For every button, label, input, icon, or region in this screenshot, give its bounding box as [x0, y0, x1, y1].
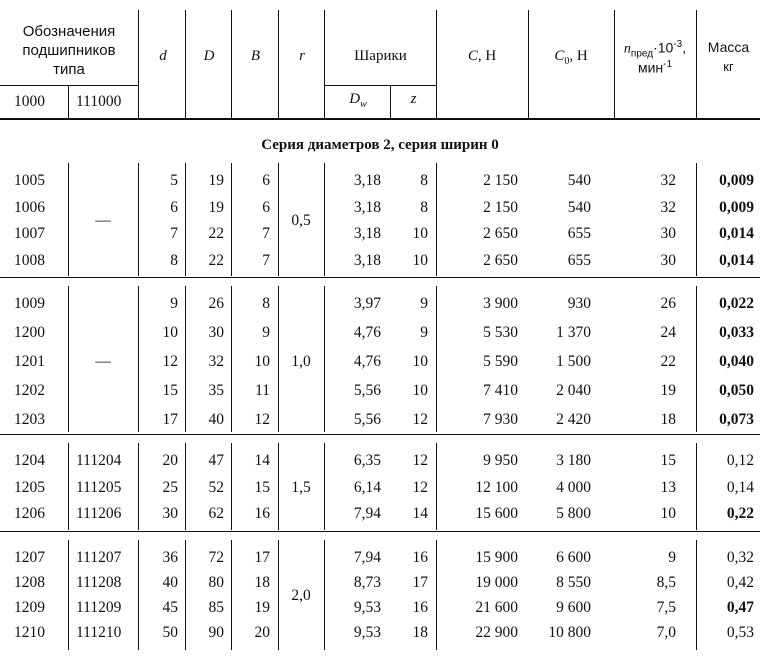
cell-a: 1203	[14, 411, 45, 428]
header-divider	[185, 10, 186, 118]
cell-B: 14	[254, 452, 270, 469]
col-z-header: z	[410, 91, 417, 107]
cell-d: 20	[162, 452, 178, 469]
group-separator	[0, 434, 760, 435]
cell-n: 24	[660, 324, 676, 341]
cell-r-merged: 1,5	[291, 478, 311, 496]
cell-C0: 6 600	[556, 549, 591, 566]
cell-C0: 1 500	[556, 353, 591, 370]
cell-Dw: 4,76	[353, 324, 381, 341]
col-r-header: r	[299, 48, 305, 64]
cell-d: 7	[170, 225, 178, 242]
cell-n: 32	[660, 172, 676, 189]
cell-b: 111206	[76, 505, 122, 522]
col-d-header: d	[159, 48, 167, 64]
designation-header: Обозначения подшипников типа	[22, 23, 116, 78]
cell-D: 52	[208, 478, 224, 496]
cell-C: 7 930	[483, 411, 518, 428]
cell-a: 1210	[14, 624, 45, 641]
cell-m: 0,040	[719, 353, 754, 370]
column-divider	[68, 443, 69, 530]
cell-D: 80	[208, 574, 224, 591]
cell-n: 10	[660, 505, 676, 522]
col-n-header: $n_{пред}\cdot 10^{-3}$,	[623, 39, 687, 60]
cell-z: 10	[412, 353, 428, 370]
cell-n: 26	[660, 295, 676, 312]
cell-m: 0,12	[726, 452, 754, 469]
cell-z: 12	[412, 452, 428, 469]
cell-m: 0,033	[719, 324, 754, 341]
cell-Dw: 5,56	[353, 411, 381, 428]
header-divider	[278, 10, 279, 118]
cell-d: 40	[162, 574, 178, 591]
cell-d: 50	[162, 624, 178, 641]
col-n-unit: мин$^{-1}$	[637, 59, 673, 76]
cell-z: 9	[420, 295, 428, 312]
cell-Dw: 3,18	[353, 172, 381, 189]
col-C0-header: $C_0$, Н	[554, 48, 588, 67]
cell-n: 9	[668, 549, 676, 566]
cell-B: 19	[254, 599, 270, 616]
cell-C0: 2 420	[556, 411, 591, 428]
cell-B: 10	[254, 353, 270, 370]
cell-a: 1206	[14, 505, 45, 522]
cell-m: 0,009	[719, 172, 754, 189]
cell-B: 17	[254, 549, 270, 566]
cell-z: 12	[412, 478, 428, 496]
cell-C: 21 600	[475, 599, 518, 616]
cell-B: 8	[262, 295, 270, 312]
cell-C0: 655	[567, 251, 591, 269]
cell-d: 10	[162, 324, 178, 341]
cell-n: 32	[660, 198, 676, 216]
cell-Dw: 8,73	[353, 574, 381, 591]
cell-n: 30	[660, 225, 676, 242]
cell-n: 30	[660, 251, 676, 269]
cell-d: 9	[170, 295, 178, 312]
cell-Dw: 3,97	[353, 295, 381, 312]
cell-n: 8,5	[656, 574, 676, 591]
col-Dw-header: $D_w$	[349, 91, 367, 110]
cell-C0: 540	[567, 172, 591, 189]
cell-D: 72	[208, 549, 224, 566]
cell-C: 2 650	[483, 251, 518, 269]
cell-alt-merged: —	[95, 353, 111, 370]
cell-D: 30	[208, 324, 224, 341]
cell-C0: 10 800	[548, 624, 591, 641]
cell-B: 15	[254, 478, 270, 496]
cell-d: 25	[162, 478, 178, 496]
cell-C0: 2 040	[556, 382, 591, 399]
header-divider	[231, 10, 232, 118]
cell-a: 1008	[14, 251, 45, 269]
cell-n: 7,5	[656, 599, 676, 616]
cell-C0: 540	[567, 198, 591, 216]
cell-a: 1204	[14, 452, 45, 469]
cell-D: 19	[208, 172, 224, 189]
cell-a: 1005	[14, 172, 45, 189]
header-subrule	[0, 85, 138, 86]
cell-B: 11	[255, 382, 270, 399]
cell-n: 7,0	[656, 624, 676, 641]
cell-Dw: 6,35	[353, 452, 381, 469]
cell-B: 7	[262, 251, 270, 269]
cell-m: 0,47	[726, 599, 754, 616]
cell-n: 15	[660, 452, 676, 469]
cell-m: 0,009	[719, 198, 754, 216]
cell-D: 22	[208, 225, 224, 242]
col-mass-header: Масса	[707, 39, 750, 55]
header-divider	[68, 85, 69, 118]
cell-a: 1009	[14, 295, 45, 312]
cell-a: 1007	[14, 225, 45, 242]
cell-a: 1200	[14, 324, 45, 341]
cell-a: 1207	[14, 549, 45, 566]
cell-Dw: 7,94	[353, 549, 381, 566]
type-1000-header: 1000	[14, 93, 45, 110]
cell-d: 12	[162, 353, 178, 370]
cell-B: 6	[262, 198, 270, 216]
cell-z: 9	[420, 324, 428, 341]
cell-Dw: 3,18	[353, 225, 381, 242]
cell-D: 32	[208, 353, 224, 370]
cell-D: 19	[208, 198, 224, 216]
cell-D: 47	[208, 452, 224, 469]
cell-z: 8	[420, 172, 428, 189]
cell-d: 45	[162, 599, 178, 616]
cell-C: 5 530	[483, 324, 518, 341]
cell-Dw: 6,14	[353, 478, 381, 496]
cell-r-merged: 1,0	[291, 353, 311, 370]
cell-Dw: 7,94	[353, 505, 381, 522]
cell-n: 18	[660, 411, 676, 428]
group-separator	[0, 531, 760, 532]
cell-D: 35	[208, 382, 224, 399]
cell-D: 40	[208, 411, 224, 428]
cell-b: 111208	[76, 574, 122, 591]
cell-D: 90	[208, 624, 224, 641]
cell-d: 6	[170, 198, 178, 216]
cell-B: 12	[254, 411, 270, 428]
cell-C: 2 150	[483, 172, 518, 189]
series-title: Серия диаметров 2, серия ширин 0	[261, 137, 499, 153]
cell-Dw: 5,56	[353, 382, 381, 399]
cell-C: 15 600	[475, 505, 518, 522]
cell-z: 16	[412, 599, 428, 616]
cell-D: 22	[208, 251, 224, 269]
cell-D: 62	[208, 505, 224, 522]
cell-C: 9 950	[483, 452, 518, 469]
col-balls-header: Шарики	[354, 48, 407, 64]
col-C-header: C, Н	[467, 48, 497, 64]
cell-B: 6	[262, 172, 270, 189]
cell-z: 18	[412, 624, 428, 641]
cell-m: 0,32	[726, 549, 754, 566]
cell-m: 0,14	[726, 478, 754, 496]
cell-m: 0,022	[719, 295, 754, 312]
cell-z: 16	[412, 549, 428, 566]
cell-C0: 655	[567, 225, 591, 242]
cell-C0: 4 000	[556, 478, 591, 496]
header-bottom-rule	[0, 118, 760, 120]
col-D-header: D	[203, 48, 215, 64]
cell-d: 36	[162, 549, 178, 566]
cell-Dw: 4,76	[353, 353, 381, 370]
col-mass-unit: кг	[723, 59, 734, 74]
cell-D: 26	[208, 295, 224, 312]
cell-b: 111210	[76, 624, 122, 641]
col-B-header: B	[250, 48, 261, 64]
cell-B: 9	[262, 324, 270, 341]
cell-r-merged: 0,5	[291, 211, 311, 229]
cell-b: 111207	[76, 549, 122, 566]
cell-n: 22	[660, 353, 676, 370]
cell-z: 10	[412, 382, 428, 399]
column-divider	[68, 540, 69, 650]
cell-d: 30	[162, 505, 178, 522]
cell-d: 8	[170, 251, 178, 269]
cell-b: 111204	[76, 452, 122, 469]
group-separator	[0, 277, 760, 278]
cell-C: 12 100	[475, 478, 518, 496]
cell-a: 1208	[14, 574, 45, 591]
cell-z: 12	[412, 411, 428, 428]
cell-B: 7	[262, 225, 270, 242]
cell-b: 111205	[76, 478, 122, 496]
cell-z: 14	[412, 505, 428, 522]
cell-Dw: 9,53	[353, 624, 381, 641]
cell-Dw: 3,18	[353, 251, 381, 269]
cell-C0: 9 600	[556, 599, 591, 616]
cell-C: 5 590	[483, 353, 518, 370]
cell-m: 0,014	[719, 225, 754, 242]
type-111000-header: 111000	[76, 93, 122, 110]
cell-z: 8	[420, 198, 428, 216]
cell-z: 17	[412, 574, 428, 591]
cell-Dw: 3,18	[353, 198, 381, 216]
cell-m: 0,42	[726, 574, 754, 591]
cell-m: 0,050	[719, 382, 754, 399]
cell-m: 0,014	[719, 251, 754, 269]
cell-C: 19 000	[475, 574, 518, 591]
cell-B: 16	[254, 505, 270, 522]
cell-d: 17	[162, 411, 178, 428]
cell-a: 1006	[14, 198, 45, 216]
cell-C: 22 900	[475, 624, 518, 641]
cell-C0: 3 180	[556, 452, 591, 469]
cell-d: 5	[170, 172, 178, 189]
cell-B: 18	[254, 574, 270, 591]
cell-alt-merged: —	[95, 211, 111, 229]
header-divider	[138, 10, 139, 118]
cell-Dw: 9,53	[353, 599, 381, 616]
cell-C0: 930	[567, 295, 591, 312]
cell-a: 1209	[14, 599, 45, 616]
cell-m: 0,073	[719, 411, 754, 428]
cell-D: 85	[208, 599, 224, 616]
cell-a: 1202	[14, 382, 45, 399]
cell-C0: 5 800	[556, 505, 591, 522]
header-subrule	[324, 85, 436, 86]
cell-C: 2 650	[483, 225, 518, 242]
cell-C: 15 900	[475, 549, 518, 566]
cell-n: 19	[660, 382, 676, 399]
cell-m: 0,22	[726, 505, 754, 522]
cell-d: 15	[162, 382, 178, 399]
header-divider	[436, 10, 437, 118]
cell-m: 0,53	[726, 624, 754, 641]
cell-B: 20	[254, 624, 270, 641]
cell-C0: 1 370	[556, 324, 591, 341]
cell-b: 111209	[76, 599, 122, 616]
cell-C: 7 410	[483, 382, 518, 399]
cell-C: 2 150	[483, 198, 518, 216]
cell-z: 10	[412, 251, 428, 269]
cell-a: 1201	[14, 353, 45, 370]
cell-n: 13	[660, 478, 676, 496]
cell-a: 1205	[14, 478, 45, 496]
cell-r-merged: 2,0	[291, 586, 311, 604]
cell-C: 3 900	[483, 295, 518, 312]
cell-z: 10	[412, 225, 428, 242]
cell-C0: 8 550	[556, 574, 591, 591]
